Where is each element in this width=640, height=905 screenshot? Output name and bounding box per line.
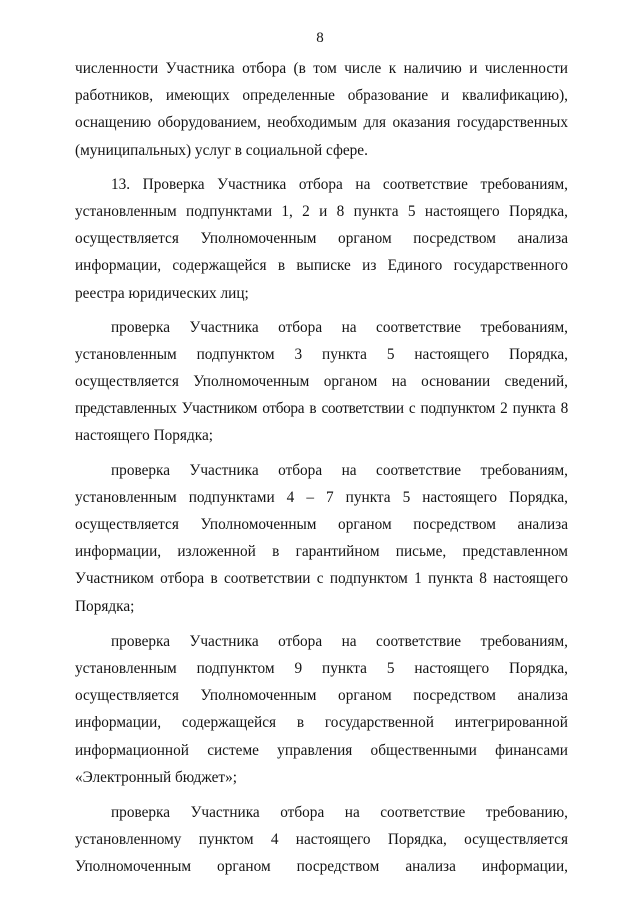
page-number: 8	[316, 30, 324, 46]
text-line: проверка Участника отбора на соответствие требованиям,	[111, 318, 568, 336]
paragraph-4	[75, 457, 568, 620]
text-line: «Электронный бюджет»;	[75, 768, 237, 786]
text-line: Уполномоченным органом посредством анализа информации,	[75, 858, 568, 876]
document-body	[75, 55, 568, 880]
text-line: Порядка;	[75, 597, 135, 615]
text-line: информационной системе управления общественными финансами	[75, 741, 568, 759]
text-line: проверка Участника отбора на соответствие требованиям,	[111, 461, 568, 479]
text-line: осуществляется Уполномоченным органом на основании сведений,	[75, 373, 568, 391]
text-line: представленных Участником отбора в соответствии с подпунктом 2 пункта 8	[75, 400, 568, 418]
text-line: установленному пунктом 4 настоящего Порядка, осуществляется	[75, 831, 568, 849]
text-line: установленным подпунктами 1, 2 и 8 пункта 5 настоящего Порядка,	[75, 202, 568, 220]
text-line: реестра юридических лиц;	[75, 284, 249, 302]
text-line: настоящего Порядка;	[75, 427, 213, 445]
paragraph-2	[75, 171, 568, 307]
text-line: установленным подпунктом 3 пункта 5 настоящего Порядка,	[75, 345, 568, 363]
text-line: проверка Участника отбора на соответствие требованиям,	[111, 632, 568, 650]
text-line: Участником отбора в соответствии с подпунктом 1 пункта 8 настоящего	[75, 570, 568, 588]
text-line: (муниципальных) услуг в социальной сфере.	[75, 141, 368, 159]
paragraph-5	[75, 628, 568, 791]
text-line: 13. Проверка Участника отбора на соответствие требованиям,	[111, 175, 568, 193]
text-line: работников, имеющих определенные образование и квалификацию),	[75, 87, 568, 105]
text-line: осуществляется Уполномоченным органом посредством анализа	[75, 687, 568, 705]
text-line: информации, содержащейся в выписке из Единого государственного	[75, 257, 568, 275]
text-line: осуществляется Уполномоченным органом посредством анализа	[75, 230, 568, 248]
text-line: осуществляется Уполномоченным органом посредством анализа	[75, 516, 568, 533]
text-line: установленным подпунктами 4 – 7 пункта 5 настоящего Порядка,	[75, 488, 568, 506]
text-line: проверка Участника отбора на соответствие требованию,	[111, 803, 568, 821]
paragraph-3	[75, 314, 568, 450]
text-line: информации, содержащейся в государственной интегрированной	[75, 714, 568, 732]
text-line: численности Участника отбора (в том числе к наличию и численности	[75, 60, 568, 77]
paragraph-6	[75, 799, 568, 881]
paragraph-1	[75, 55, 568, 164]
text-line: установленным подпунктом 9 пункта 5 настоящего Порядка,	[75, 659, 568, 677]
text-line: оснащению оборудованием, необходимым для оказания государственных	[75, 114, 568, 132]
text-line: информации, изложенной в гарантийном письме, представленном	[75, 543, 568, 561]
